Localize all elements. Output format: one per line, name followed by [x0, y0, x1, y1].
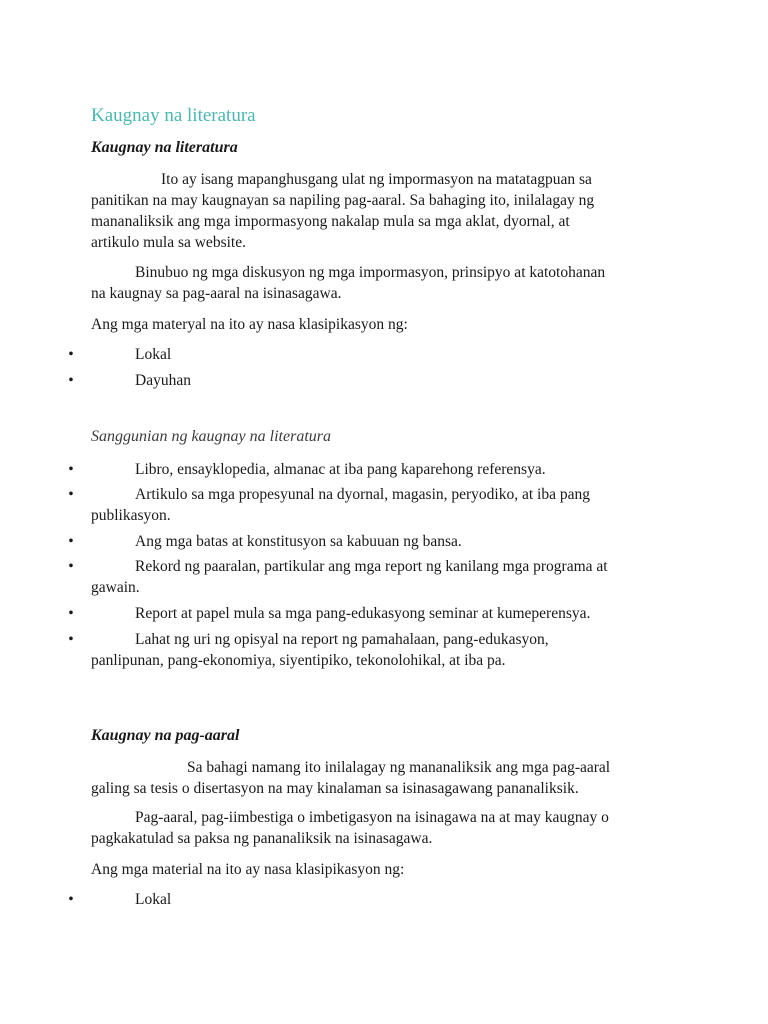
paragraph-pag-aaral-classification	[91, 859, 691, 880]
paragraph-composition	[91, 262, 691, 304]
text-line: artikulo mula sa website.	[91, 234, 246, 251]
text-line: Pag-aaral, pag-iimbestiga o imbetigasyon na isinagawa na at may kaugnay o	[135, 809, 609, 826]
text-line: Ito ay isang mapanghusgang ulat ng impormasyon na matatagpuan sa	[161, 171, 592, 188]
text-line: pagkakatulad sa paksa ng pananaliksik na isinasagawa.	[91, 830, 433, 847]
section-title-kaugnay-na-literatura: Kaugnay na literatura	[91, 139, 238, 156]
list-item-text: Lahat ng uri ng opisyal na report ng pamahalaan, pang-edukasyon,	[135, 631, 549, 648]
text-line: Ang mga materyal na ito ay nasa klasipikasyon ng:	[91, 316, 408, 333]
bullet-icon: •	[68, 461, 74, 478]
text-line: panitikan na may kaugnayan sa napiling pag-aaral. Sa bahaging ito, inilalagay ng	[91, 192, 595, 209]
paragraph-pag-aaral-definition	[91, 757, 691, 799]
text-line: Ang mga material na ito ay nasa klasipikasyon ng:	[91, 861, 405, 878]
text-line: Binubuo ng mga diskusyon ng mga impormasyon, prinsipyo at katotohanan	[135, 264, 606, 281]
paragraph-definition	[91, 169, 691, 253]
text-line: galing sa tesis o disertasyon na may kinalaman sa isinasagawang pananaliksik.	[91, 780, 579, 797]
bullet-icon: •	[68, 346, 74, 363]
bullet-icon: •	[68, 631, 74, 648]
list-item-text: Libro, ensayklopedia, almanac at iba pang kaparehong referensya.	[135, 461, 546, 478]
list-item-text: Dayuhan	[135, 372, 191, 389]
bullet-icon: •	[68, 558, 74, 575]
list-item-text: Lokal	[135, 891, 172, 908]
text-line: na kaugnay sa pag-aaral na isinasagawa.	[91, 285, 342, 302]
paragraph-pag-aaral-description	[91, 807, 691, 849]
bullet-icon: •	[68, 533, 74, 550]
section-title-kaugnay-na-pag-aaral: Kaugnay na pag-aaral	[91, 727, 240, 744]
list-item-text: Report at papel mula sa mga pang-edukasyong seminar at kumeperensya.	[135, 605, 591, 622]
list-item-text: Ang mga batas at konstitusyon sa kabuuan ng bansa.	[135, 533, 462, 550]
list-item-text: Lokal	[135, 346, 172, 363]
list-item-text: Artikulo sa mga propesyunal na dyornal, magasin, peryodiko, at iba pang	[135, 486, 590, 503]
document-heading: Kaugnay na literatura	[91, 105, 256, 126]
text-line: mananaliksik ang mga impormasyong nakalap mula sa mga aklat, dyornal, at	[91, 213, 570, 230]
bullet-icon: •	[68, 891, 74, 908]
paragraph-classification	[91, 314, 691, 335]
list-item-text: publikasyon.	[91, 507, 171, 524]
bullet-icon: •	[68, 486, 74, 503]
list-item-text: gawain.	[91, 579, 140, 596]
text-line: Sa bahagi namang ito inilalagay ng mananaliksik ang mga pag-aaral	[187, 759, 611, 776]
bullet-icon: •	[68, 605, 74, 622]
section-title-sanggunian: Sanggunian ng kaugnay na literatura	[91, 428, 331, 445]
list-item-text: panlipunan, pang-ekonomiya, siyentipiko, tekonolohikal, at iba pa.	[91, 652, 506, 669]
list-item-text: Rekord ng paaralan, partikular ang mga report ng kanilang mga programa at	[135, 558, 608, 575]
bullet-icon: •	[68, 372, 74, 389]
